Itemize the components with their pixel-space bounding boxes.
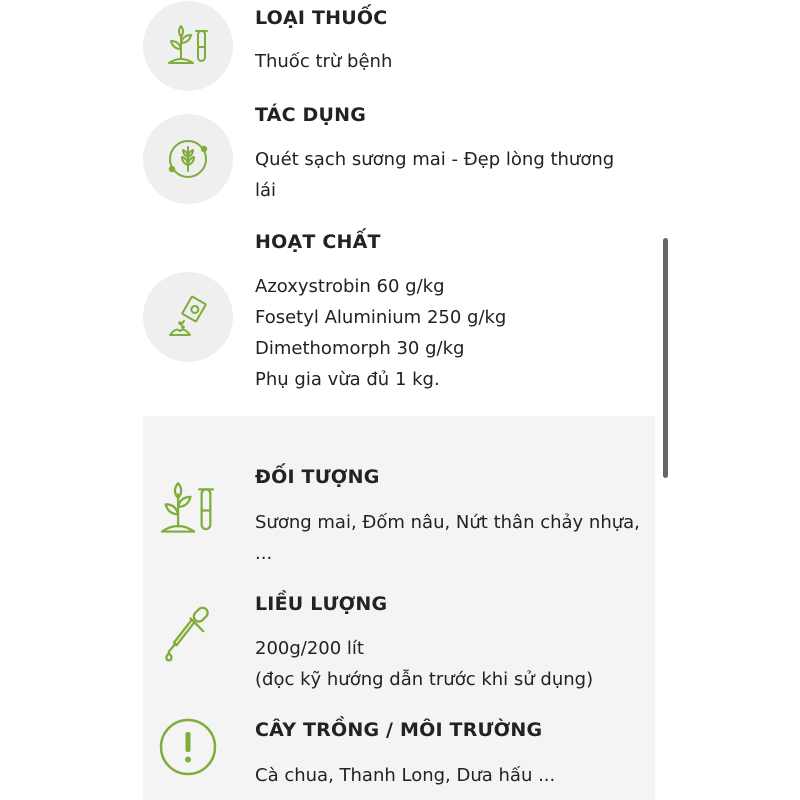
section-title: LIỀU LƯỢNG	[255, 593, 388, 615]
section-line: ...	[255, 543, 273, 564]
section-text	[255, 46, 655, 77]
section-line: Cà chua, Thanh Long, Dưa hấu ...	[255, 765, 556, 786]
plant-test-tube-icon	[143, 463, 233, 553]
section-line: Phụ gia vừa đủ 1 kg.	[255, 369, 440, 390]
section-text	[255, 507, 655, 569]
exclamation-circle-icon	[143, 702, 233, 792]
section-text	[255, 760, 655, 791]
chemical-packet-icon	[143, 272, 233, 362]
section-line: lái	[255, 180, 277, 201]
dropper-icon	[143, 590, 233, 680]
section-line: Fosetyl Aluminium 250 g/kg	[255, 307, 507, 328]
section-title: ĐỐI TƯỢNG	[255, 466, 380, 488]
section-line: (đọc kỹ hướng dẫn trước khi sử dụng)	[255, 669, 594, 690]
section-line: Sương mai, Đốm nâu, Nứt thân chảy nhựa,	[255, 512, 640, 533]
section-text	[255, 271, 655, 395]
plant-test-tube-icon	[143, 1, 233, 91]
section-line: Dimethomorph 30 g/kg	[255, 338, 465, 359]
vertical-scrollbar[interactable]	[663, 238, 668, 478]
section-line: 200g/200 lít	[255, 638, 364, 659]
section-title: HOẠT CHẤT	[255, 231, 381, 253]
section-line: Quét sạch sương mai - Đẹp lòng thương	[255, 149, 615, 170]
wheat-cycle-icon	[143, 114, 233, 204]
section-title: TÁC DỤNG	[255, 104, 367, 126]
section-text	[255, 144, 655, 206]
section-line: Thuốc trừ bệnh	[255, 51, 393, 72]
section-text	[255, 633, 655, 695]
section-line: Azoxystrobin 60 g/kg	[255, 276, 445, 297]
section-title: CÂY TRỒNG / MÔI TRƯỜNG	[255, 719, 543, 741]
section-title: LOẠI THUỐC	[255, 7, 388, 29]
